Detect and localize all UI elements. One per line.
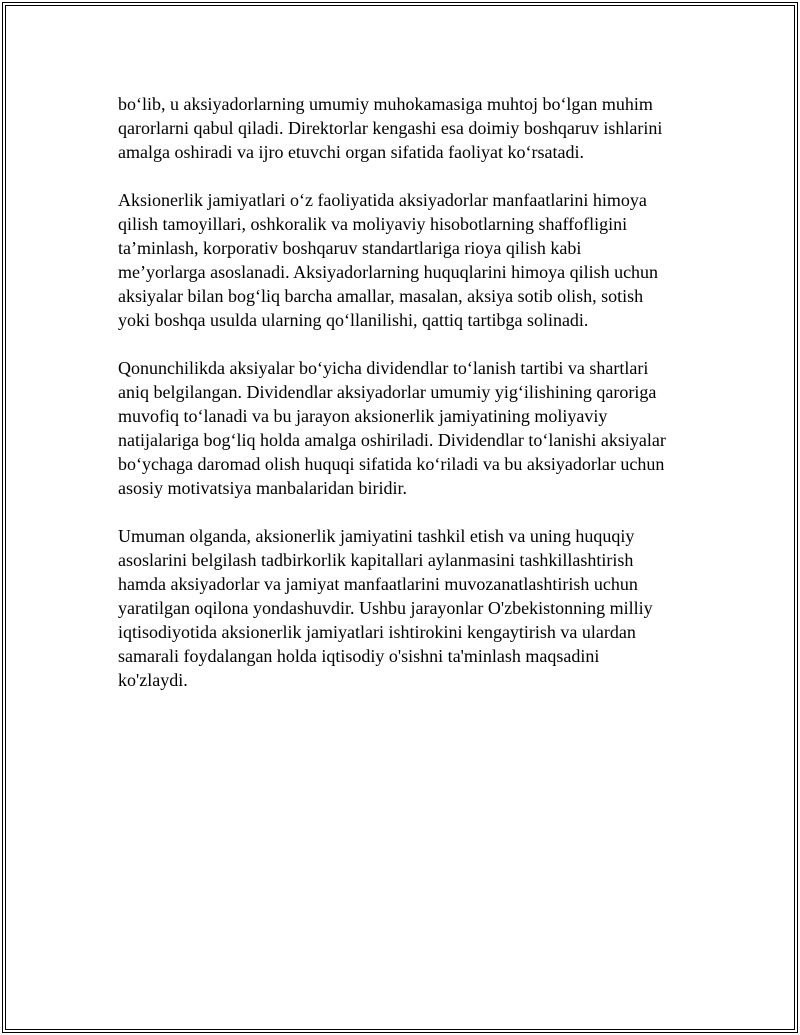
text-line: bo‘lib, u aksiyadorlarning umumiy muhokamasiga muhtoj bo‘lgan muhim (118, 94, 653, 114)
text-line: me’yorlarga asoslanadi. Aksiyadorlarning huquqlarini himoya qilish uchun (118, 262, 659, 282)
text-line: amalga oshiradi va ijro etuvchi organ sifatida faoliyat ko‘rsatadi. (118, 142, 585, 162)
text-line: aniq belgilangan. Dividendlar aksiyadorlar umumiy yig‘ilishining qaroriga (118, 382, 657, 402)
text-line: iqtisodiyotida aksionerlik jamiyatlari ishtirokini kengaytirish va ulardan (118, 622, 636, 642)
paragraph-3 (118, 356, 690, 500)
text-line: ta’minlash, korporativ boshqaruv standartlariga rioya qilish kabi (118, 238, 582, 258)
paragraph-1 (118, 92, 690, 164)
text-line: aksiyalar bilan bog‘liq barcha amallar, masalan, aksiya sotib olish, sotish (118, 286, 644, 306)
text-line: samarali foydalangan holda iqtisodiy o'sishni ta'minlash maqsadini (118, 646, 600, 666)
text-line: yoki boshqa usulda ularning qo‘llanilishi, qattiq tartibga solinadi. (118, 310, 589, 330)
text-line: qilish tamoyillari, oshkoralik va moliyaviy hisobotlarning shaffofligini (118, 214, 628, 234)
text-line: ko'zlaydi. (118, 670, 188, 690)
paragraph-2 (118, 188, 690, 332)
text-line: hamda aksiyadorlar va jamiyat manfaatlarini muvozanatlashtirish uchun (118, 574, 638, 594)
text-line: qarorlarni qabul qiladi. Direktorlar kengashi esa doimiy boshqaruv ishlarini (118, 118, 663, 138)
text-line: Qonunchilikda aksiyalar bo‘yicha dividendlar to‘lanish tartibi va shartlari (118, 358, 649, 378)
text-line: muvofiq to‘lanadi va bu jarayon aksionerlik jamiyatining moliyaviy (118, 406, 608, 426)
text-line: Aksionerlik jamiyatlari o‘z faoliyatida aksiyadorlar manfaatlarini himoya (118, 190, 647, 210)
document-body (118, 92, 690, 716)
text-line: natijalariga bog‘liq holda amalga oshiriladi. Dividendlar to‘lanishi aksiyalar (118, 430, 666, 450)
text-line: asoslarini belgilash tadbirkorlik kapitallari aylanmasini tashkillashtirish (118, 550, 634, 570)
text-line: Umuman olganda, aksionerlik jamiyatini tashkil etish va uning huquqiy (118, 526, 635, 546)
paragraph-4 (118, 524, 690, 692)
text-line: bo‘ychaga daromad olish huquqi sifatida ko‘riladi va bu aksiyadorlar uchun (118, 454, 665, 474)
text-line: yaratilgan oqilona yondashuvdir. Ushbu jarayonlar O'zbekistonning milliy (118, 598, 653, 618)
text-line: asosiy motivatsiya manbalaridan biridir. (118, 478, 407, 498)
